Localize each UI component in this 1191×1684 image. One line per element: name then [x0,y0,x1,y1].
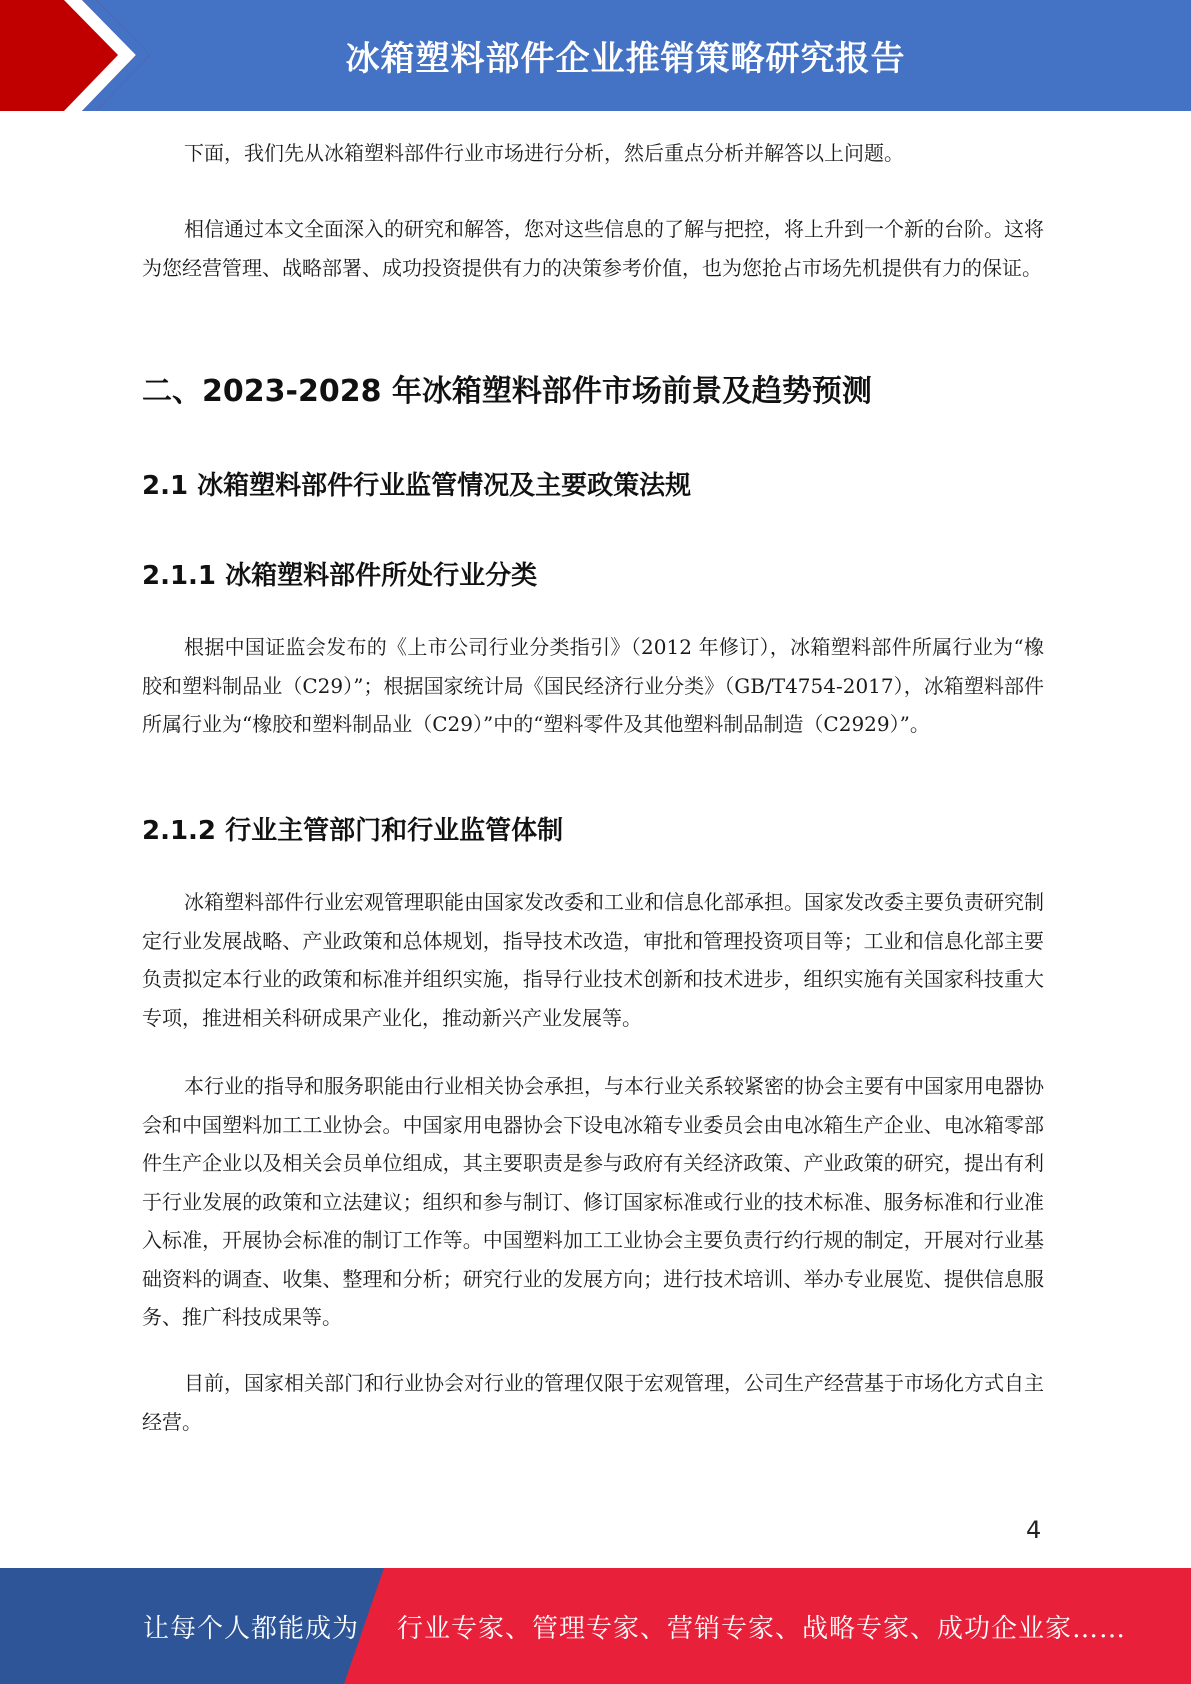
subsubsection-heading-1: 2.1.1 冰箱塑料部件所处行业分类 [142,561,538,591]
page-footer [0,1568,1191,1684]
footer-slogan-right: 行业专家、管理专家、营销专家、战略专家、成功企业家…… [397,1613,1127,1644]
page-number: 4 [1026,1516,1042,1544]
page-header [0,0,1191,111]
intro-paragraph-1: 下面，我们先从冰箱塑料部件行业市场进行分析，然后重点分析并解答以上问题。 [184,141,904,165]
regulation-paragraph-2: 本行业的指导和服务职能由行业相关协会承担，与本行业关系较紧密的协会主要有中国家用电器协会和中国塑料加工工业协会。中国家用电器协会下设电冰箱专业委员会由电冰箱生产企业、电冰箱零部件生产企业以及相关会员单位组成，其主要职责是参与政府有关经济政策、产业政策的研究，提出有利于行业发展的政策和立法建议；组织和参与制订、修订国家标准或行业的技术标准、服务标准和行业准入标准，开展协会标准的制订工作等。中国塑料加工工业协会主要负责行约行规的制定，开展对行业基础资料的调查、收集、整理和分析；研究行业的发展方向；进行技术培训、举办专业展览、提供信息服务、推广科技成果等。 [142,1074,1044,1329]
intro-paragraph-2: 相信通过本文全面深入的研究和解答，您对这些信息的了解与把控，将上升到一个新的台阶。这将为您经营管理、战略部署、成功投资提供有力的决策参考价值，也为您抢占市场先机提供有力的保证。 [142,217,1044,280]
footer-slogan-left: 让每个人都能成为 [143,1613,360,1644]
section-heading: 二、2023-2028 年冰箱塑料部件市场前景及趋势预测 [142,374,872,409]
header-chevron-icon [0,0,160,111]
report-title: 冰箱塑料部件企业推销策略研究报告 [345,39,906,79]
subsubsection-heading-2: 2.1.2 行业主管部门和行业监管体制 [142,816,564,846]
regulation-paragraph-3: 目前，国家相关部门和行业协会对行业的管理仅限于宏观管理，公司生产经营基于市场化方式自主经营。 [142,1371,1044,1434]
regulation-paragraph-1: 冰箱塑料部件行业宏观管理职能由国家发改委和工业和信息化部承担。国家发改委主要负责研究制定行业发展战略、产业政策和总体规划，指导技术改造，审批和管理投资项目等；工业和信息化部主要负责拟定本行业的政策和标准并组织实施，指导行业技术创新和技术进步，组织实施有关国家科技重大专项，推进相关科研成果产业化，推动新兴产业发展等。 [142,890,1044,1030]
classification-paragraph: 根据中国证监会发布的《上市公司行业分类指引》（2012 年修订），冰箱塑料部件所属行业为“橡胶和塑料制品业（C29）”；根据国家统计局《国民经济行业分类》（GB/T4754-2017），冰箱塑料部件所属行业为“橡胶和塑料制品业（C29）”中的“塑料零件及其他塑料制品制造（C2929）”。 [142,635,1044,736]
subsection-heading: 2.1 冰箱塑料部件行业监管情况及主要政策法规 [142,471,692,501]
